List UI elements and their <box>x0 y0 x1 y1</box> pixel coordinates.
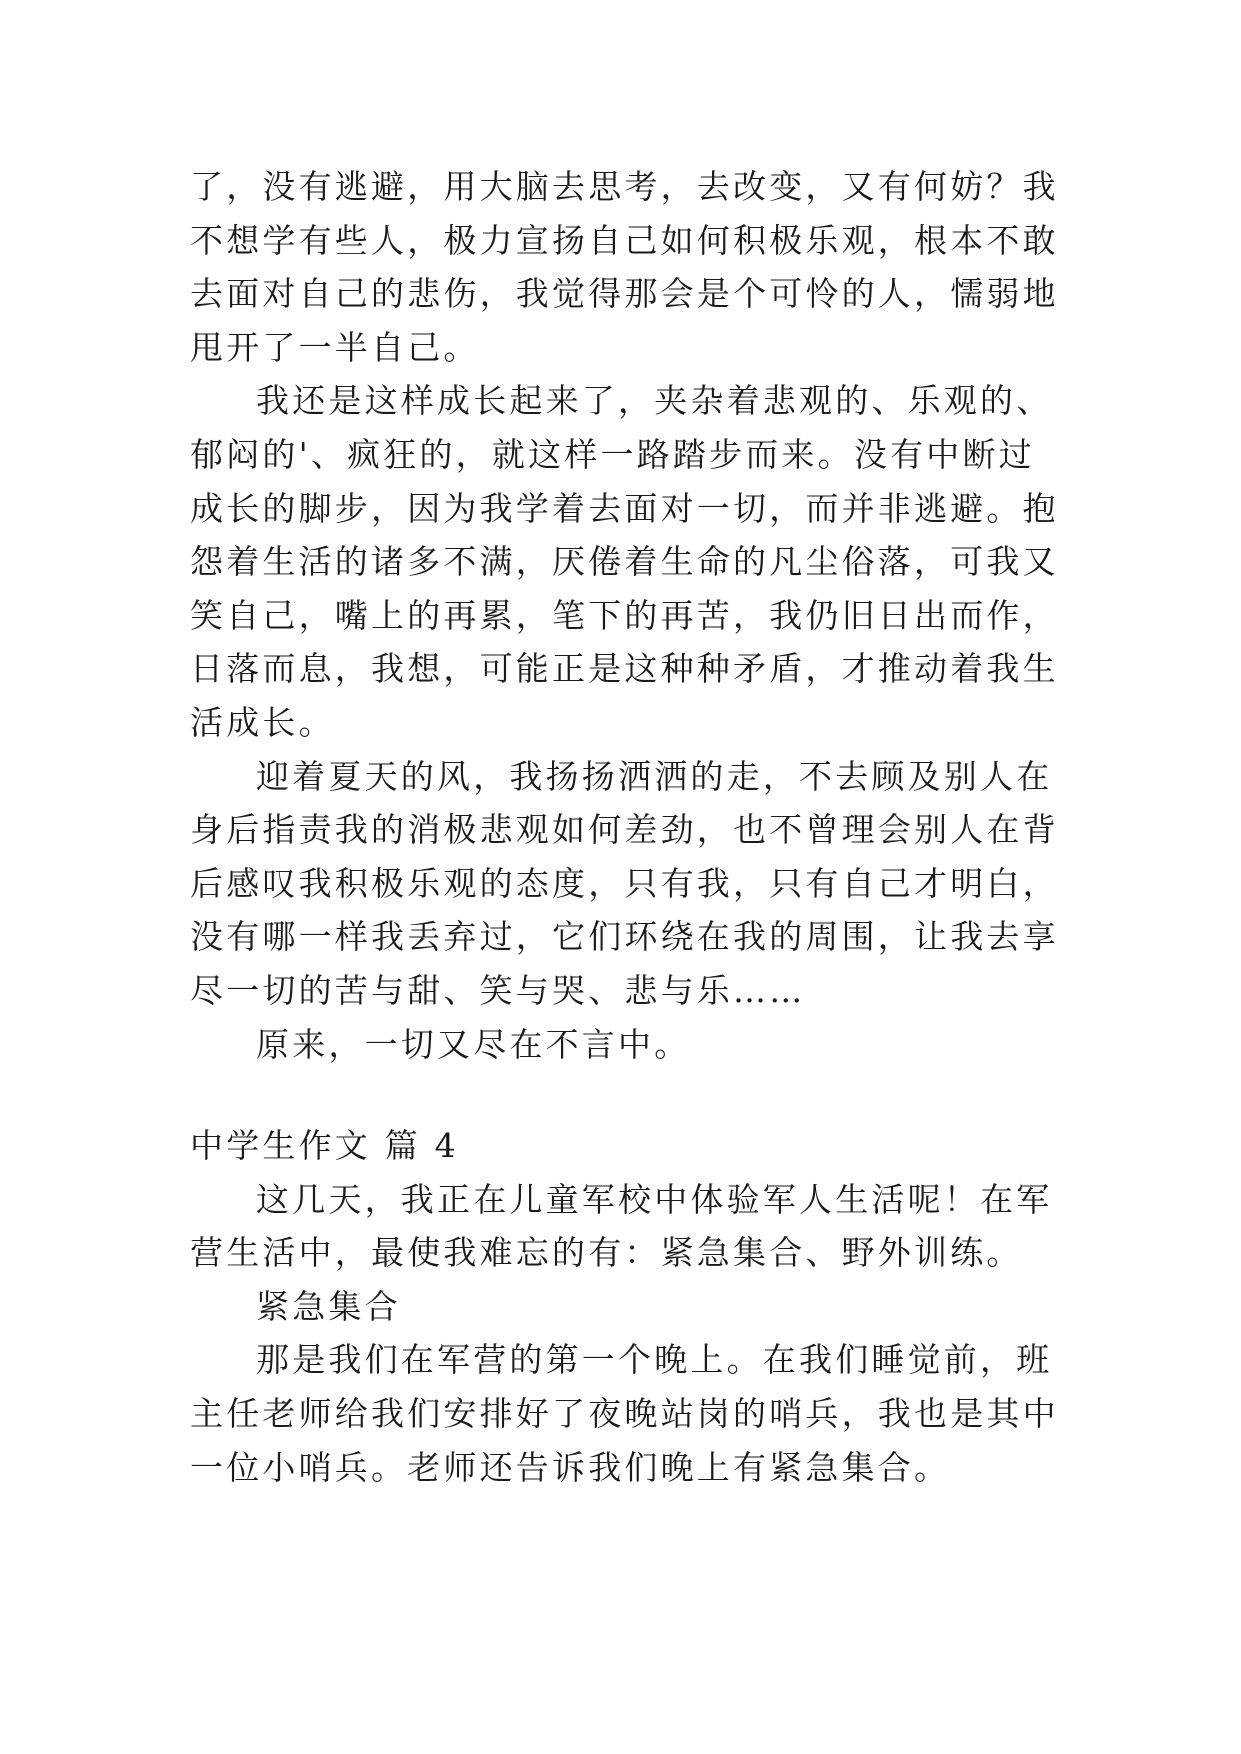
subheading: 紧急集合 <box>256 1286 401 1326</box>
paragraph: 了，没有逃避，用大脑去思考，去改变，又有何妨？我不想学有些人，极力宣扬自己如何积极乐观，根本不敢去面对自己的悲伤，我觉得那会是个可怜的人，懦弱地甩开了一半自己。 <box>190 167 1059 367</box>
paragraph: 迎着夏天的风，我扬扬洒洒的走，不去顾及别人在身后指责我的消极悲观如何差劲，也不曾理会别人在背后感叹我积极乐观的态度，只有我，只有自己才明白，没有哪一样我丢弃过，它们环绕在我的周围，让我去享尽一切的苦与甜、笑与哭、悲与乐…… <box>190 756 1059 1010</box>
section-title: 中学生作文 篇 4 <box>190 1126 459 1166</box>
paragraph: 原来，一切又尽在不言中。 <box>256 1024 691 1064</box>
section-spacer <box>190 1071 1070 1119</box>
paragraph: 这几天，我正在儿童军校中体验军人生活呢！在军营生活中，最使我难忘的有：紧急集合、野外训练。 <box>190 1179 1053 1273</box>
paragraph: 那是我们在军营的第一个晚上。在我们睡觉前，班主任老师给我们安排好了夜晚站岗的哨兵，我也是其中一位小哨兵。老师还告诉我们晚上有紧急集合。 <box>190 1340 1059 1487</box>
document-body <box>190 160 1070 1494</box>
paragraph: 我还是这样成长起来了，夹杂着悲观的、乐观的、郁闷的'、疯狂的，就这样一路踏步而来。没有中断过成长的脚步，因为我学着去面对一切，而并非逃避。抱怨着生活的诸多不满，厌倦着生命的凡尘俗落，可我又笑自己，嘴上的再累，笔下的再苦，我仍旧日出而作，日落而息，我想，可能正是这种种矛盾，才推动着我生活成长。 <box>190 381 1059 742</box>
